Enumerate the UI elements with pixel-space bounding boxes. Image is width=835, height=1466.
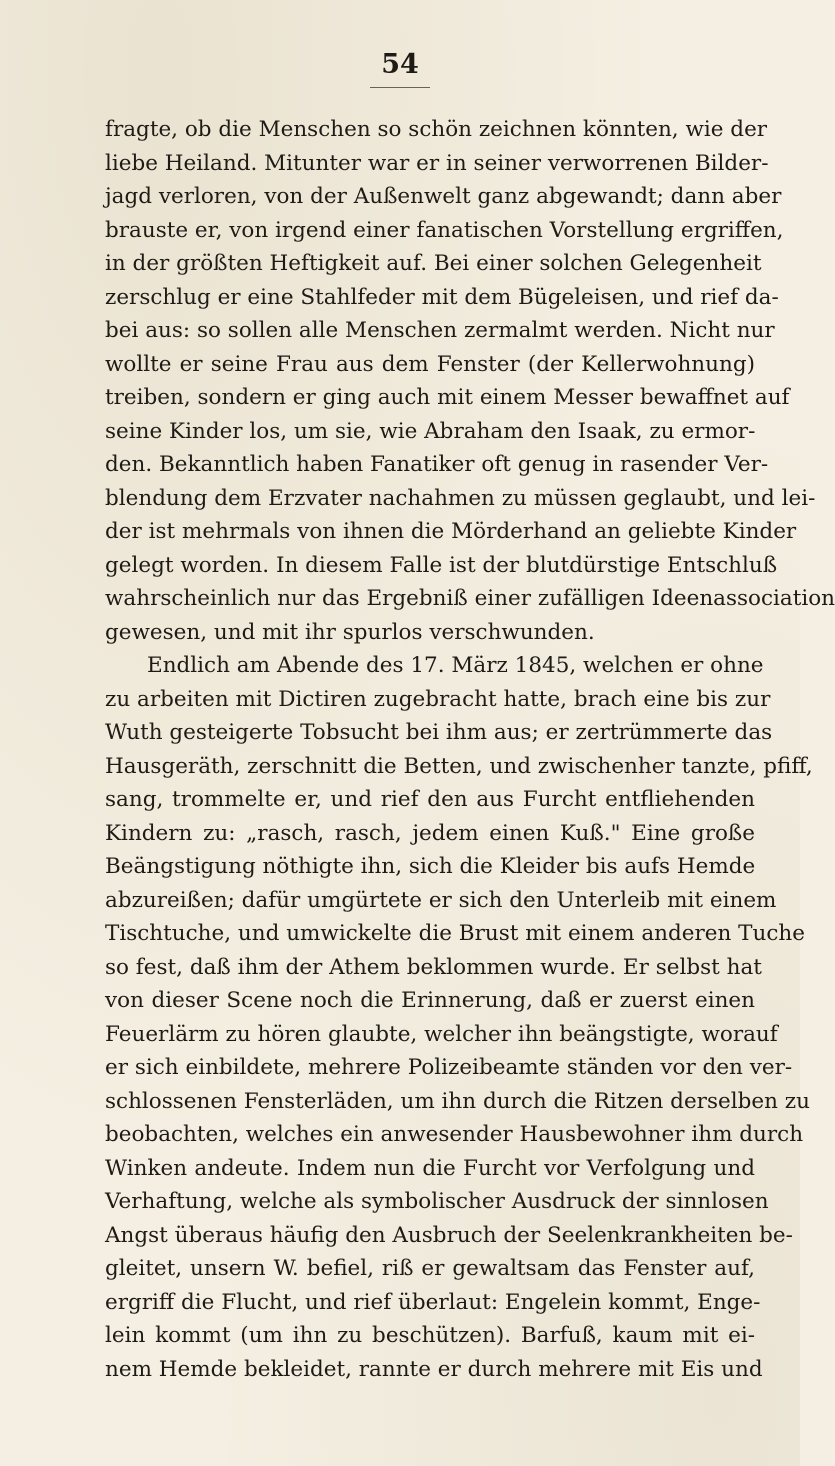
page-number: 54 (381, 49, 419, 80)
text-line: ergriff die Flucht, und rief überlaut: Engelein kommt, Enge- (105, 1289, 761, 1315)
text-line: gewesen, und mit ihr spurlos verschwunden. (105, 619, 595, 645)
text-line: lein kommt (um ihn zu beschützen). Barfuß, kaum mit ei- (105, 1323, 755, 1348)
text-line: in der größten Heftigkeit auf. Bei einer solchen Gelegenheit (105, 251, 762, 276)
text-line: seine Kinder los, um sie, wie Abraham den Isaak, zu ermor- (105, 418, 756, 444)
text-line: treiben, sondern er ging auch mit einem Messer bewaffnet auf (105, 385, 790, 410)
text-line: von dieser Scene noch die Erinnerung, daß er zuerst einen (105, 988, 755, 1013)
text-line: schlossenen Fensterläden, um ihn durch die Ritzen derselben zu (105, 1088, 810, 1114)
text-line: Angst überaus häufig den Ausbruch der Seelenkrankheiten be- (105, 1222, 793, 1248)
text-line: gleitet, unsern W. befiel, riß er gewaltsam das Fenster auf, (105, 1256, 755, 1281)
text-line: jagd verloren, von der Außenwelt ganz abgewandt; dann aber (105, 184, 782, 209)
text-line: so fest, daß ihm der Athem beklommen wurde. Er selbst hat (105, 954, 762, 980)
text-line: er sich einbildete, mehrere Polizeibeamte ständen vor den ver- (105, 1055, 793, 1080)
text-line: Wuth gesteigerte Tobsucht bei ihm aus; er zertrümmerte das (105, 720, 773, 745)
text-line: Hausgeräth, zerschnitt die Betten, und zwischenher tanzte, pfiff, (105, 753, 813, 779)
text-line: der ist mehrmals von ihnen die Mörderhand an geliebte Kinder (105, 519, 797, 544)
text-line: fragte, ob die Menschen so schön zeichnen könnten, wie der (105, 117, 768, 142)
text-line: wahrscheinlich nur das Ergebniß einer zufälligen Ideenassociation (105, 586, 835, 611)
text-line: bei aus: so sollen alle Menschen zermalmt werden. Nicht nur (105, 318, 775, 343)
text-line: blendung dem Erzvater nachahmen zu müssen geglaubt, und lei- (105, 485, 816, 511)
text-line: Tischtuche, und umwickelte die Brust mit einem anderen Tuche (105, 921, 805, 946)
header-rule (370, 87, 430, 88)
text-line: Winken andeute. Indem nun die Furcht vor Verfolgung und (105, 1155, 755, 1181)
text-line: sang, trommelte er, und rief den aus Furcht entfliehenden (105, 787, 755, 812)
text-line: abzureißen; dafür umgürtete er sich den Unterleib mit einem (105, 887, 777, 913)
text-line: gelegt worden. In diesem Falle ist der blutdürstige Entschluß (105, 552, 778, 578)
text-line: Feuerlärm zu hören glaubte, welcher ihn beängstigte, worauf (105, 1021, 778, 1047)
text-line: beobachten, welches ein anwesender Hausbewohner ihm durch (105, 1122, 804, 1147)
text-line: brauste er, von irgend einer fanatischen Vorstellung ergriffen, (105, 217, 784, 243)
text-line: liebe Heiland. Mitunter war er in seiner verworrenen Bilder- (105, 150, 769, 176)
text-line: zu arbeiten mit Dictiren zugebracht hatte, brach eine bis zur (105, 686, 771, 712)
text-line: wollte er seine Frau aus dem Fenster (der Kellerwohnung) (105, 351, 755, 377)
text-line: zerschlug er eine Stahlfeder mit dem Bügeleisen, und rief da- (105, 284, 779, 310)
text-line: Verhaftung, welche als symbolischer Ausdruck der sinnlosen (105, 1189, 769, 1214)
text-line: Endlich am Abende des 17. März 1845, welchen er ohne (147, 653, 764, 678)
text-line: Kindern zu: „rasch, rasch, jedem einen Kuß." Eine große (105, 820, 755, 846)
body-text (105, 113, 835, 1386)
text-line: nem Hemde bekleidet, rannte er durch mehrere mit Eis und (105, 1356, 763, 1382)
text-line: Beängstigung nöthigte ihn, sich die Kleider bis aufs Hemde (105, 854, 756, 879)
text-line: den. Bekanntlich haben Fanatiker oft genug in rasender Ver- (105, 452, 769, 477)
